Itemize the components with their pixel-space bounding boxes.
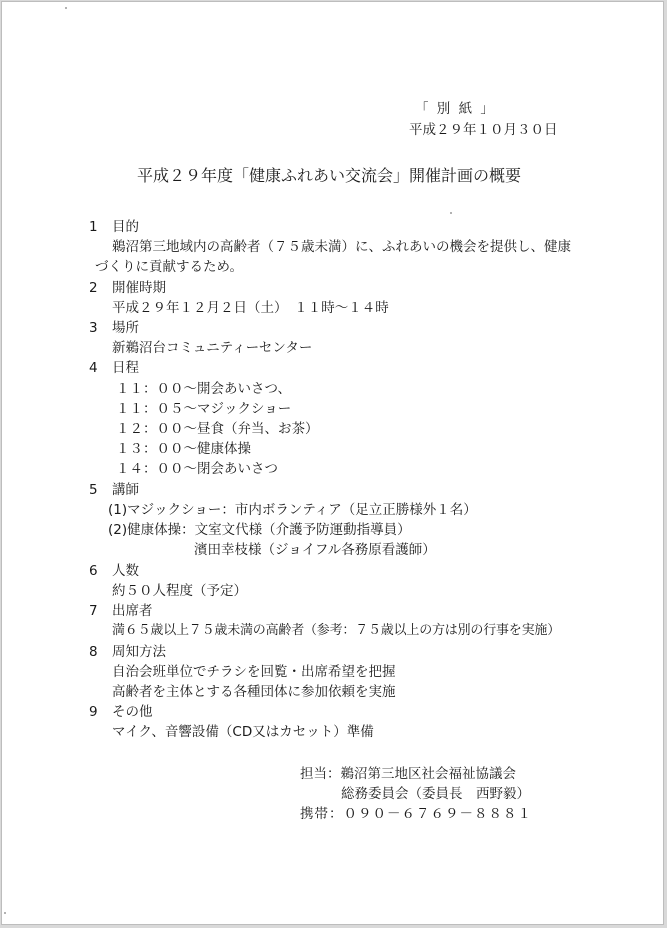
schedule-line: １３：００～健康体操 [116, 441, 251, 457]
section-line: 自治会班単位でチラシを回覧・出席希望を把握 [112, 664, 396, 680]
document-title: 平成２９年度「健康ふれあい交流会」開催計画の概要 [137, 166, 522, 185]
section-heading: 場所 [112, 320, 139, 336]
contact-person: 担当：鵜沼第三地区社会福祉協議会 [300, 766, 516, 782]
section-heading: 講師 [112, 482, 139, 498]
section-number: 5 [89, 482, 98, 498]
section-line: 高齢者を主体とする各種団体に参加依頼を実施 [112, 684, 396, 700]
section-line: 平成２９年１２月２日（土） １１時～１４時 [112, 300, 389, 316]
section-number: 2 [89, 280, 98, 296]
annex-label: 「 別 紙 」 [415, 101, 496, 117]
section-number: 8 [89, 644, 98, 660]
lecturer-line: (1)マジックショー：市内ボランティア（足立正勝様外１名） [108, 502, 477, 518]
document-date: 平成２９年１０月３０日 [409, 122, 558, 138]
section-number: 6 [89, 563, 98, 579]
section-heading: 周知方法 [112, 644, 166, 660]
section-line: 新鵜沼台コミュニティーセンター [112, 340, 313, 356]
section-number: 9 [89, 704, 98, 720]
section-number: 1 [89, 219, 98, 235]
contact-phone: 携帯：０９０－６７６９－８８８１ [300, 806, 532, 822]
section-heading: その他 [112, 704, 153, 720]
section-heading: 開催時期 [112, 280, 166, 296]
lecturer-line: 濱田幸枝様（ジョイフル各務原看護師） [194, 542, 436, 558]
schedule-line: １１：００～開会あいさつ、 [116, 381, 291, 397]
scan-speck [65, 7, 67, 9]
section-line: マイク、音響設備（CD又はカセット）準備 [112, 724, 374, 740]
document-page [1, 1, 664, 925]
section-number: 4 [89, 360, 98, 376]
section-line: 約５０人程度（予定） [112, 583, 247, 599]
section-heading: 出席者 [112, 603, 153, 619]
schedule-line: １４：００～閉会あいさつ [116, 461, 278, 477]
section-number: 3 [89, 320, 98, 336]
section-heading: 人数 [112, 563, 139, 579]
schedule-line: １２：００～昼食（弁当、お茶） [116, 421, 319, 437]
scan-speck [450, 212, 452, 214]
section-number: 7 [89, 603, 98, 619]
section-line: 鵜沼第三地域内の高齢者（７５歳未満）に、ふれあいの機会を提供し、健康 [112, 239, 571, 255]
schedule-line: １１：０５～マジックショー [116, 401, 292, 417]
contact-committee: 総務委員会（委員長 西野毅） [341, 786, 530, 802]
section-heading: 目的 [112, 219, 139, 235]
scan-speck [4, 912, 6, 914]
section-line: 満６５歳以上７５歳未満の高齢者（参考：７５歳以上の方は別の行事を実施） [112, 623, 561, 638]
section-heading: 日程 [112, 360, 139, 376]
section-line: づくりに貢献するため。 [95, 259, 243, 275]
lecturer-line: (2)健康体操：文室文代様（介護予防運動指導員） [108, 522, 411, 538]
